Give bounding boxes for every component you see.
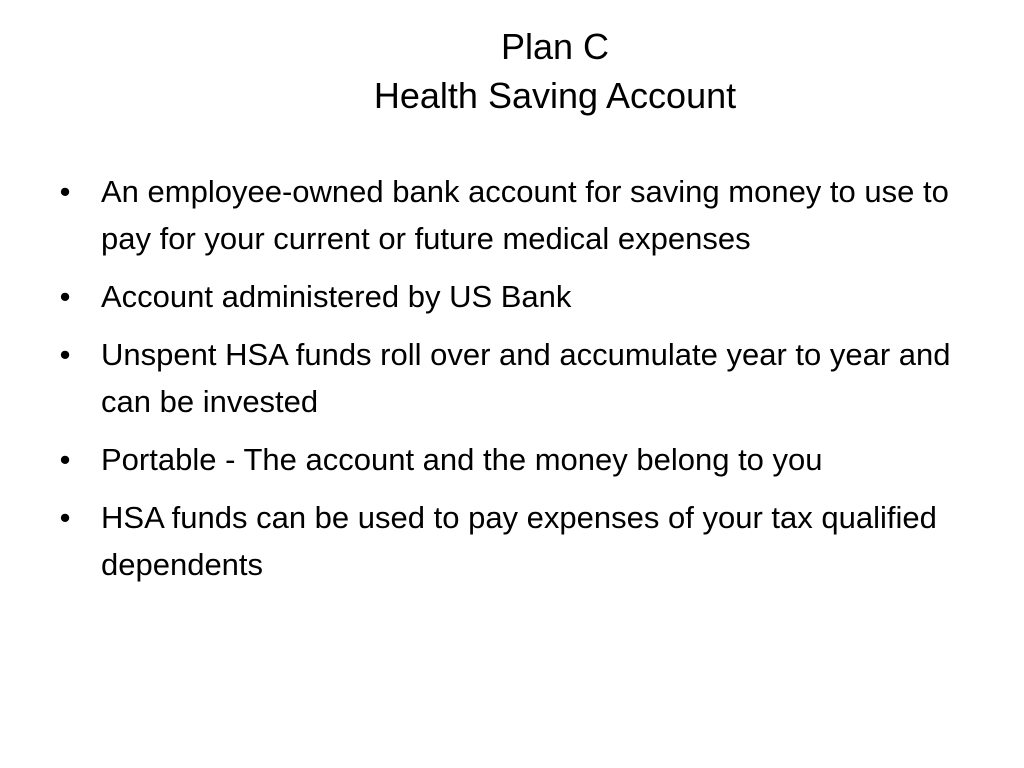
bullet-point-icon: •	[59, 337, 71, 372]
bullet-item	[55, 494, 985, 588]
bullet-list	[55, 168, 985, 599]
bullet-point-icon: •	[59, 174, 71, 209]
bullet-item	[55, 168, 985, 262]
bullet-item	[55, 331, 985, 425]
bullet-point-icon: •	[59, 500, 71, 535]
bullet-text: Unspent HSA funds roll over and accumulate year to year and can be invested	[101, 337, 951, 419]
bullet-point-icon: •	[59, 279, 71, 314]
bullet-point-icon: •	[59, 442, 71, 477]
bullet-item	[55, 436, 985, 483]
title-line-2: Health Saving Account	[373, 75, 737, 116]
bullet-text: An employee-owned bank account for saving money to use to pay for your current or future medical expenses	[101, 174, 949, 256]
title-line-1: Plan C	[500, 26, 610, 67]
slide-title	[60, 22, 1024, 120]
bullet-text: HSA funds can be used to pay expenses of your tax qualified dependents	[101, 500, 937, 582]
bullet-item	[55, 273, 985, 320]
bullet-text: Account administered by US Bank	[101, 279, 572, 314]
bullet-text: Portable - The account and the money belong to you	[101, 442, 823, 477]
